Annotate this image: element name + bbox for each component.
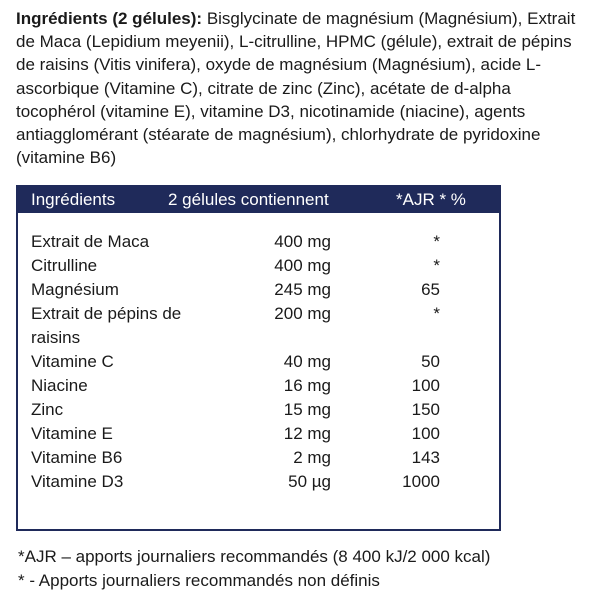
row-ajr: * [433,304,440,323]
row-name: Extrait de pépins de raisins [31,304,182,347]
row-name: Vitamine D3 [31,472,124,491]
row-ajr: 100 [411,424,440,443]
row-name: Extrait de Maca [31,232,150,251]
row-quantity: 2 mg [293,448,331,467]
row-ajr: * [433,256,440,275]
header-ajr: *AJR * % [396,190,466,209]
row-ajr: 1000 [402,472,440,491]
row-quantity: 245 mg [274,280,331,299]
ingredients-list [16,7,588,169]
header-quantity: 2 gélules contiennent [168,190,329,209]
row-ajr: * [433,232,440,251]
row-quantity: 40 mg [283,352,331,371]
ingredients-body: Bisglycinate de magnésium (Magnésium), Extrait de Maca (Lepidium meyenii), L-citrulline, HPMC (gélule), extrait de pépins de raisins (Vitis vinifera), oxyde de magnésium (Magnésium), acide L-ascorbique (Vitamine C), citrate de zinc (Zinc), acétate de d-alpha tocophérol (vitamine E), vitamine D3, nicotinamide (niacine), agents antiagglomérant (stéarate de magnésium), chlorhydrate de pyridoxine (vitamine B6) [16,9,576,168]
row-name: Vitamine E [31,424,113,443]
row-name: Vitamine C [31,352,114,371]
ingredients-heading: Ingrédients (2 gélules): [16,9,203,28]
row-ajr: 143 [411,448,440,467]
header-ingredients: Ingrédients [31,190,116,209]
row-quantity: 400 mg [274,232,331,251]
row-name: Zinc [31,400,64,419]
row-quantity: 200 mg [274,304,331,323]
table-header [18,187,499,213]
row-ajr: 65 [421,280,440,299]
row-quantity: 16 mg [283,376,331,395]
nutrition-table [16,185,501,531]
row-ajr: 100 [411,376,440,395]
row-ajr: 50 [421,352,440,371]
row-name: Citrulline [31,256,98,275]
row-quantity: 50 µg [288,472,331,491]
footnote-ajr-undefined: * - Apports journaliers recommandés non définis [18,571,380,590]
row-name: Vitamine B6 [31,448,123,467]
row-name: Niacine [31,376,88,395]
footnotes [18,545,588,593]
row-quantity: 15 mg [283,400,331,419]
footnote-ajr-definition: *AJR – apports journaliers recommandés (8 400 kJ/2 000 kcal) [18,547,491,566]
row-ajr: 150 [411,400,440,419]
row-name: Magnésium [31,280,119,299]
row-quantity: 400 mg [274,256,331,275]
row-quantity: 12 mg [283,424,331,443]
